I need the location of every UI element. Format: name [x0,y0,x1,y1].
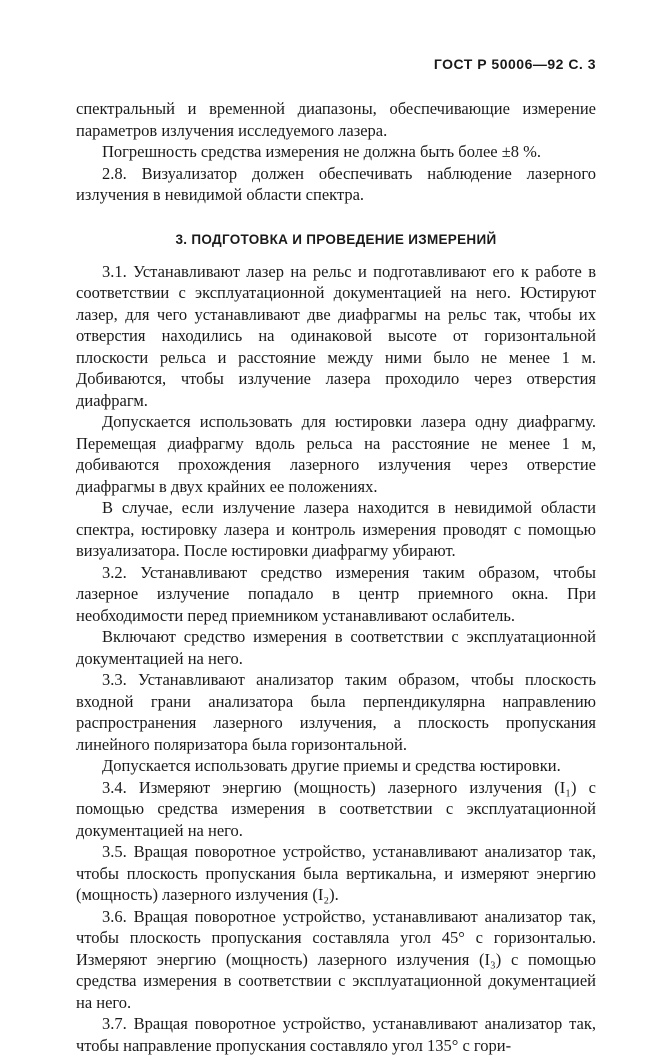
paragraph: Включают средство измерения в соответствии с эксплуатационной документацией на него. [76,627,596,668]
running-header: ГОСТ Р 50006—92 С. 3 [433,56,596,72]
document-page [76,56,596,1056]
paragraph: 3.6. Вращая поворотное устройство, устанавливают анализатор так, чтобы плоскость пропускания составляла угол 45° с горизонталью. Измеряют энергию (мощность) лазерного излучения (I₃) с помощью средства измерения в соответствии с эксплуатационной документацией на него. [76,906,596,1012]
paragraph: Допускается использовать другие приемы и средства юстировки. [102,756,561,775]
paragraph: 3.2. Устанавливают средство измерения таким образом, чтобы лазерное излучение попадало в центр приемного окна. При необходимости перед приемником устанавливают ослабитель. [76,562,596,625]
paragraph: 2.8. Визуализатор должен обеспечивать наблюдение лазерного излучения в невидимой области спектра. [76,163,596,204]
paragraph: 3.1. Устанавливают лазер на рельс и подготавливают его к работе в соответствии с эксплуатационной документацией на него. Юстируют лазер, для чего устанавливают две диафрагмы на рельс так, чтобы их отверстия находились на одинаковой высоте от горизонтальной плоскости рельса и расстояние между ними было не менее 1 м. Добиваются, чтобы излучение лазера проходило через отверстия диафрагм. [76,261,596,410]
section-title: 3. ПОДГОТОВКА И ПРОВЕДЕНИЕ ИЗМЕРЕНИЙ [175,231,497,247]
paragraph: спектральный и временной диапазоны, обеспечивающие измерение параметров излучения исследуемого лазера. [76,99,596,140]
paragraph: В случае, если излучение лазера находится в невидимой области спектра, юстировку лазера и контроль измерения проводят с помощью визуализатора. После юстировки диафрагму убирают. [76,498,596,560]
paragraph: 3.4. Измеряют энергию (мощность) лазерного излучения (I₁) с помощью средства измерения в соответствии с эксплуатационной документацией на него. [76,777,596,840]
paragraph: Допускается использовать для юстировки лазера одну диафрагму. Перемещая диафрагму вдоль рельса на расстояние не менее 1 м, добиваются прохождения лазерного излучения через отверстие диафрагмы в двух крайних ее положениях. [76,412,596,496]
paragraph: 3.5. Вращая поворотное устройство, устанавливают анализатор так, чтобы плоскость пропускания была вертикальна, и измеряют энергию (мощность) лазерного излучения (I₂). [76,842,596,904]
paragraph: 3.7. Вращая поворотное устройство, устанавливают анализатор так, чтобы направление пропускания составляло угол 135° с гори- [76,1014,596,1055]
paragraph: Погрешность средства измерения не должна быть более ±8 %. [102,142,542,161]
paragraph: 3.3. Устанавливают анализатор таким образом, чтобы плоскость входной грани анализатора была перпендикулярна направлению распространения лазерного излучения, а плоскость пропускания линейного поляризатора была горизонтальной. [76,670,596,754]
